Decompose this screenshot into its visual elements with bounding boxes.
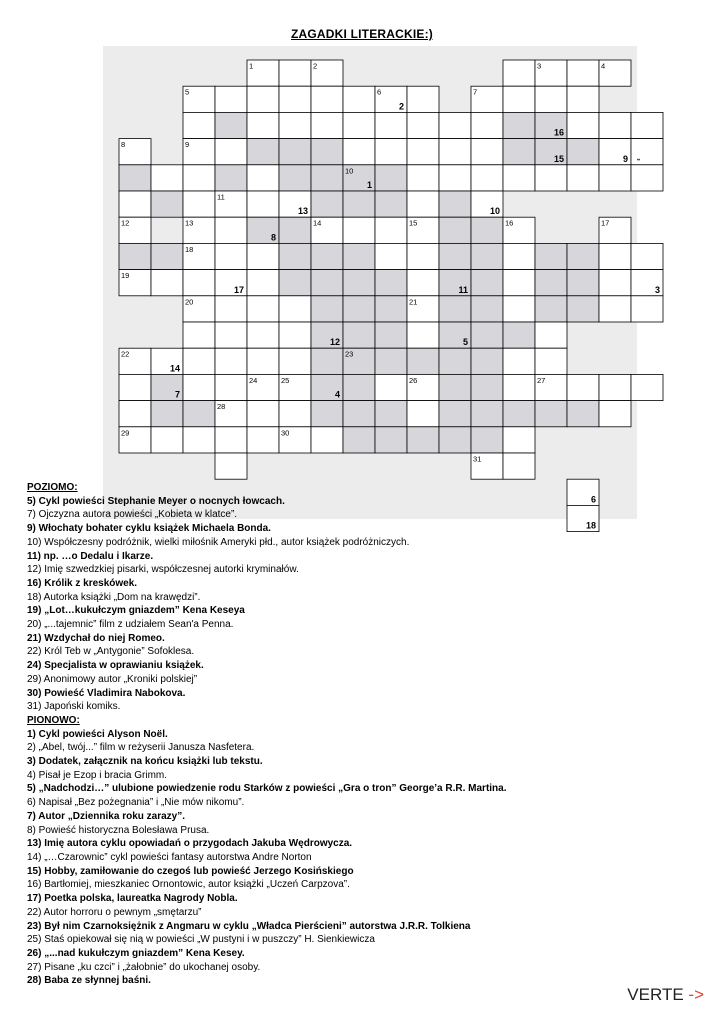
- grid-cell[interactable]: [535, 296, 567, 322]
- cell-number-label: 11: [217, 192, 225, 202]
- grid-cell[interactable]: [215, 348, 247, 374]
- solution-letter-marker: 17: [233, 284, 244, 295]
- grid-cell[interactable]: [631, 165, 663, 191]
- grid-cell[interactable]: [343, 322, 375, 348]
- grid-cell[interactable]: [375, 165, 407, 191]
- grid-cell[interactable]: [471, 217, 503, 243]
- cell-number-label: 1: [249, 61, 254, 71]
- grid-cell[interactable]: [215, 427, 247, 453]
- grid-cell[interactable]: [151, 427, 183, 453]
- crossword-svg: [103, 46, 660, 531]
- clue-horizontal-9: 20) „...tajemnic” film z udziałem Sean'a Penna.: [27, 619, 234, 631]
- clue-vertical-10: 15) Hobby, zamiłowanie do czegoś lub powieść Jerzego Kosińskiego: [27, 865, 354, 877]
- grid-cell[interactable]: [183, 191, 215, 217]
- grid-cell[interactable]: [407, 243, 439, 269]
- grid-cell[interactable]: [311, 139, 343, 165]
- grid-cell[interactable]: [407, 322, 439, 348]
- grid-cell[interactable]: [439, 401, 471, 427]
- grid-cell[interactable]: [247, 270, 279, 296]
- grid-cell[interactable]: [215, 322, 247, 348]
- grid-cell[interactable]: [439, 112, 471, 138]
- grid-cell[interactable]: [503, 86, 535, 112]
- grid-cell[interactable]: [375, 427, 407, 453]
- grid-cell[interactable]: [215, 139, 247, 165]
- clue-vertical-18: 28) Baba ze słynnej baśni.: [27, 975, 151, 987]
- grid-cell[interactable]: [407, 191, 439, 217]
- grid-cell[interactable]: [343, 191, 375, 217]
- clue-vertical-5: 6) Napisał „Bez pożegnania” i „Nie mów nikomu”.: [27, 797, 245, 809]
- grid-cell[interactable]: [119, 374, 151, 400]
- grid-cell[interactable]: [631, 112, 663, 138]
- clue-horizontal-6: 16) Królik z kreskówek.: [27, 577, 138, 589]
- cell-number-label: 27: [537, 375, 546, 385]
- grid-cell[interactable]: [567, 112, 599, 138]
- solution-letter-marker: 14: [169, 363, 180, 374]
- grid-cell[interactable]: [311, 86, 343, 112]
- clues-section: [27, 481, 707, 988]
- solution-letter-marker: 2: [398, 101, 404, 112]
- cell-number-label: 31: [473, 454, 482, 464]
- grid-cell[interactable]: [407, 86, 439, 112]
- cell-number-label: 30: [281, 428, 290, 438]
- horizontal-clue-list: [27, 495, 707, 714]
- grid-cell[interactable]: [343, 374, 375, 400]
- clue-horizontal-10: 21) Wzdychał do niej Romeo.: [27, 632, 165, 644]
- grid-cell[interactable]: [183, 427, 215, 453]
- clue-vertical-13: 22) Autor horroru o pewnym „smętarzu”: [27, 906, 202, 918]
- grid-cell[interactable]: [503, 243, 535, 269]
- cell-number-label: 7: [473, 87, 478, 97]
- grid-cell[interactable]: [503, 348, 535, 374]
- grid-cell[interactable]: [535, 401, 567, 427]
- grid-cell[interactable]: [599, 374, 631, 400]
- grid-cell[interactable]: [311, 296, 343, 322]
- clue-horizontal-0: 5) Cykl powieści Stephanie Meyer o nocnych łowcach.: [27, 495, 285, 507]
- grid-cell[interactable]: [567, 165, 599, 191]
- clue-vertical-0: 1) Cykl powieści Alyson Noël.: [27, 728, 168, 740]
- grid-cell[interactable]: [375, 139, 407, 165]
- solution-letter-marker: 13: [297, 206, 308, 217]
- cell-number-label: 21: [409, 297, 418, 307]
- clue-vertical-1: 2) „Abel, twój...” film w reżyserii Janusza Nasfetera.: [27, 742, 255, 754]
- cell-number-label: 20: [185, 297, 194, 307]
- clue-vertical-11: 16) Bartłomiej, mieszkaniec Ornontowic, autor książki „Uczeń Carpzova”.: [27, 879, 350, 891]
- grid-cell[interactable]: [279, 243, 311, 269]
- grid-cell[interactable]: [631, 374, 663, 400]
- grid-cell[interactable]: [247, 322, 279, 348]
- grid-cell[interactable]: [503, 296, 535, 322]
- clue-horizontal-8: 19) „Lot…kukułczym gniazdem” Kena Keseya: [27, 605, 245, 617]
- grid-cell[interactable]: [535, 322, 567, 348]
- grid-cell[interactable]: [599, 296, 631, 322]
- grid-cell[interactable]: [471, 374, 503, 400]
- grid-cell[interactable]: [183, 348, 215, 374]
- grid-cell[interactable]: [247, 86, 279, 112]
- grid-cell[interactable]: [247, 139, 279, 165]
- grid-cell[interactable]: [183, 401, 215, 427]
- grid-cell[interactable]: [599, 112, 631, 138]
- grid-cell[interactable]: [311, 243, 343, 269]
- grid-cell[interactable]: [279, 112, 311, 138]
- clue-horizontal-5: 12) Imię szwedzkiej pisarki, współczesnej autorki kryminałów.: [27, 564, 299, 576]
- solution-letter-marker: 8: [270, 232, 276, 243]
- verte-link[interactable]: [627, 985, 704, 1005]
- grid-cell[interactable]: [247, 112, 279, 138]
- clue-vertical-3: 4) Pisał je Ezop i bracia Grimm.: [27, 769, 168, 781]
- clue-horizontal-14: 30) Powieść Vladimira Nabokova.: [27, 687, 186, 699]
- clue-vertical-12: 17) Poetka polska, laureatka Nagrody Nobla.: [27, 893, 238, 905]
- grid-cell[interactable]: [439, 217, 471, 243]
- clue-horizontal-1: 7) Ojczyzna autora powieści „Kobieta w klatce”.: [27, 509, 238, 521]
- clue-vertical-16: 26) „...nad kukułczym gniazdem” Kena Kesey.: [27, 947, 245, 959]
- grid-cell[interactable]: [503, 165, 535, 191]
- clue-horizontal-13: 29) Anonimowy autor „Kroniki polskiej”: [27, 673, 198, 685]
- grid-cell[interactable]: [375, 217, 407, 243]
- grid-cell[interactable]: [247, 165, 279, 191]
- clue-vertical-2: 3) Dodatek, załącznik na końcu książki lub tekstu.: [27, 756, 263, 768]
- grid-cell[interactable]: [215, 374, 247, 400]
- grid-cell[interactable]: [183, 322, 215, 348]
- grid-cell[interactable]: [471, 270, 503, 296]
- solution-letter-marker: 6: [590, 494, 596, 505]
- cell-number-label: 4: [601, 61, 606, 71]
- grid-cell[interactable]: [343, 296, 375, 322]
- grid-cell[interactable]: [407, 401, 439, 427]
- grid-cell[interactable]: [407, 270, 439, 296]
- horizontal-header: POZIOMO:: [27, 482, 78, 493]
- grid-cell[interactable]: [311, 270, 343, 296]
- grid-cell[interactable]: [567, 60, 599, 86]
- grid-cell[interactable]: [535, 243, 567, 269]
- cell-number-label: 22: [121, 349, 130, 359]
- grid-cell[interactable]: [503, 60, 535, 86]
- grid-cell[interactable]: [279, 217, 311, 243]
- grid-cell[interactable]: [247, 427, 279, 453]
- grid-cell[interactable]: [567, 374, 599, 400]
- grid-cell[interactable]: [119, 191, 151, 217]
- solution-letter-marker: 10: [489, 206, 500, 217]
- cell-number-label: 19: [121, 271, 130, 281]
- grid-cell[interactable]: [311, 112, 343, 138]
- grid-cell[interactable]: [119, 243, 151, 269]
- grid-cell[interactable]: [375, 191, 407, 217]
- crossword-grid: [103, 46, 660, 531]
- grid-cell[interactable]: [567, 243, 599, 269]
- grid-cell[interactable]: [311, 348, 343, 374]
- cell-number-label: 16: [505, 218, 514, 228]
- solution-letter-marker: 16: [553, 127, 564, 138]
- grid-cell[interactable]: [471, 139, 503, 165]
- grid-cell[interactable]: [535, 270, 567, 296]
- solution-letter-marker: 4: [334, 389, 340, 400]
- grid-cell[interactable]: [279, 270, 311, 296]
- cell-number-label: 2: [313, 61, 318, 71]
- grid-cell[interactable]: [151, 191, 183, 217]
- grid-cell[interactable]: [439, 296, 471, 322]
- clue-horizontal-2: 9) Włochaty bohater cyklu książek Michaela Bonda.: [27, 523, 271, 535]
- accent-dash-mark: [637, 159, 640, 161]
- grid-cell[interactable]: [567, 86, 599, 112]
- cell-number-label: 6: [377, 87, 382, 97]
- grid-cell[interactable]: [375, 270, 407, 296]
- grid-cell[interactable]: [439, 191, 471, 217]
- grid-cell[interactable]: [151, 165, 183, 191]
- grid-cell[interactable]: [311, 191, 343, 217]
- cell-number-label: 24: [249, 375, 258, 385]
- grid-cell[interactable]: [247, 243, 279, 269]
- solution-letter-marker: 7: [174, 389, 180, 400]
- grid-cell[interactable]: [279, 139, 311, 165]
- clue-horizontal-4: 11) np. …o Dedalu i Ikarze.: [27, 550, 154, 562]
- grid-cell[interactable]: [407, 112, 439, 138]
- grid-cell[interactable]: [279, 86, 311, 112]
- grid-cell[interactable]: [247, 296, 279, 322]
- clue-horizontal-15: 31) Japoński komiks.: [27, 701, 121, 713]
- arrow-right-icon: ->: [688, 985, 704, 1004]
- grid-cell[interactable]: [343, 401, 375, 427]
- grid-cell[interactable]: [119, 165, 151, 191]
- grid-cell[interactable]: [599, 270, 631, 296]
- clue-horizontal-11: 22) Król Teb w „Antygonie” Sofoklesa.: [27, 646, 195, 658]
- grid-cell[interactable]: [215, 243, 247, 269]
- cell-number-label: 9: [185, 140, 190, 150]
- grid-cell[interactable]: [375, 296, 407, 322]
- cell-number-label: 15: [409, 218, 418, 228]
- grid-cell[interactable]: [503, 112, 535, 138]
- grid-cell[interactable]: [279, 348, 311, 374]
- clue-vertical-8: 13) Imię autora cyklu opowiadań o przygodach Jakuba Wędrowycza.: [27, 838, 353, 850]
- solution-letter-marker: 5: [462, 337, 468, 348]
- grid-cell[interactable]: [471, 165, 503, 191]
- page-title: ZAGADKI LITERACKIE:): [291, 27, 433, 41]
- cell-number-label: 25: [281, 375, 290, 385]
- grid-cell[interactable]: [439, 348, 471, 374]
- grid-cell[interactable]: [279, 296, 311, 322]
- clue-horizontal-3: 10) Współczesny podróżnik, wielki miłośnik Ameryki płd., autor książek podróżniczych.: [27, 536, 410, 548]
- grid-cell[interactable]: [439, 374, 471, 400]
- grid-cell[interactable]: [343, 217, 375, 243]
- grid-cell[interactable]: [471, 112, 503, 138]
- grid-cell[interactable]: [343, 243, 375, 269]
- cell-number-label: 14: [313, 218, 322, 228]
- grid-cell[interactable]: [375, 243, 407, 269]
- grid-cell[interactable]: [375, 348, 407, 374]
- cell-number-label: 10: [345, 166, 354, 176]
- cell-number-label: 8: [121, 140, 126, 150]
- grid-cell[interactable]: [503, 401, 535, 427]
- clue-vertical-4: 5) „Nadchodzi…” ulubione powiedzenie rodu Starków z powieści „Gra o tron” George’a R.R. Martina.: [27, 783, 507, 795]
- grid-cell[interactable]: [311, 401, 343, 427]
- clue-vertical-6: 7) Autor „Dziennika roku zarazy”.: [27, 810, 185, 822]
- grid-cell[interactable]: [343, 139, 375, 165]
- grid-cell[interactable]: [471, 322, 503, 348]
- grid-cell[interactable]: [631, 139, 663, 165]
- cell-number-label: 28: [217, 402, 226, 412]
- grid-cell[interactable]: [407, 348, 439, 374]
- clue-horizontal-12: 24) Specjalista w oprawianiu książek.: [27, 660, 204, 672]
- grid-cell[interactable]: [567, 401, 599, 427]
- grid-cell[interactable]: [247, 191, 279, 217]
- clue-vertical-15: 25) Staś opiekował się nią w powieści „W pustyni i w puszczy” H. Sienkiewicza: [27, 934, 375, 946]
- grid-cell[interactable]: [375, 401, 407, 427]
- grid-cell[interactable]: [631, 296, 663, 322]
- grid-cell[interactable]: [471, 427, 503, 453]
- grid-cell[interactable]: [407, 165, 439, 191]
- clue-vertical-17: 27) Pisane „ku czci” i „żałobnie” do ukochanej osoby.: [27, 961, 261, 973]
- solution-letter-marker: 9: [622, 153, 628, 164]
- clue-vertical-14: 23) Był nim Czarnoksiężnik z Angmaru w cyklu „Władca Pierścieni” autorstwa J.R.R. Tolkiena: [27, 920, 471, 932]
- solution-letter-marker: 3: [654, 284, 660, 295]
- grid-cell[interactable]: [183, 112, 215, 138]
- cell-number-label: 26: [409, 375, 418, 385]
- solution-letter-marker: 18: [585, 520, 596, 531]
- grid-cell[interactable]: [375, 374, 407, 400]
- grid-cell[interactable]: [375, 322, 407, 348]
- grid-cell[interactable]: [119, 401, 151, 427]
- grid-cell[interactable]: [503, 427, 535, 453]
- solution-letter-marker: 11: [458, 284, 468, 295]
- clue-vertical-9: 14) „…Czarownic” cykl powieści fantasy autorstwa Andre Norton: [27, 851, 312, 863]
- grid-cell[interactable]: [311, 165, 343, 191]
- grid-cell[interactable]: [471, 401, 503, 427]
- solution-letter-marker: 1: [366, 180, 372, 190]
- grid-cell[interactable]: [407, 139, 439, 165]
- grid-cell[interactable]: [343, 86, 375, 112]
- cell-number-label: 23: [345, 349, 354, 359]
- grid-cell[interactable]: [599, 165, 631, 191]
- solution-letter-marker: 12: [329, 337, 340, 348]
- vertical-clue-list: [27, 728, 707, 988]
- grid-cell[interactable]: [247, 348, 279, 374]
- grid-cell[interactable]: [151, 270, 183, 296]
- grid-cell[interactable]: [631, 243, 663, 269]
- grid-cell[interactable]: [567, 270, 599, 296]
- grid-cell[interactable]: [279, 60, 311, 86]
- clue-horizontal-7: 18) Autorka książki „Dom na krawędzi”.: [27, 591, 201, 603]
- grid-cell[interactable]: [215, 112, 247, 138]
- grid-cell[interactable]: [407, 427, 439, 453]
- grid-cell[interactable]: [599, 401, 631, 427]
- cell-number-label: 29: [121, 428, 130, 438]
- cell-number-label: 13: [185, 218, 194, 228]
- grid-cell[interactable]: [151, 243, 183, 269]
- grid-cell[interactable]: [343, 270, 375, 296]
- cell-number-label: 17: [601, 218, 610, 228]
- clue-vertical-7: 8) Powieść historyczna Bolesława Prusa.: [27, 824, 210, 836]
- grid-cell[interactable]: [183, 374, 215, 400]
- grid-cell[interactable]: [151, 401, 183, 427]
- grid-cell[interactable]: [279, 165, 311, 191]
- grid-cell[interactable]: [471, 348, 503, 374]
- grid-cell[interactable]: [503, 139, 535, 165]
- cell-number-label: 18: [185, 244, 194, 254]
- grid-cell[interactable]: [503, 322, 535, 348]
- grid-cell[interactable]: [535, 165, 567, 191]
- grid-cell[interactable]: [343, 112, 375, 138]
- grid-cell[interactable]: [439, 139, 471, 165]
- grid-cell[interactable]: [503, 453, 535, 479]
- grid-cell[interactable]: [215, 217, 247, 243]
- grid-cell[interactable]: [535, 348, 567, 374]
- grid-cell[interactable]: [279, 322, 311, 348]
- grid-cell[interactable]: [215, 86, 247, 112]
- grid-cell[interactable]: [471, 243, 503, 269]
- grid-cell[interactable]: [279, 401, 311, 427]
- grid-cell[interactable]: [439, 165, 471, 191]
- grid-cell[interactable]: [599, 243, 631, 269]
- grid-cell[interactable]: [503, 374, 535, 400]
- grid-cell[interactable]: [471, 296, 503, 322]
- cell-number-label: 12: [121, 218, 130, 228]
- grid-cell[interactable]: [215, 296, 247, 322]
- cell-number-label: 3: [537, 61, 542, 71]
- grid-cell[interactable]: [311, 427, 343, 453]
- grid-cell[interactable]: [215, 165, 247, 191]
- grid-cell[interactable]: [183, 165, 215, 191]
- grid-cell[interactable]: [567, 139, 599, 165]
- grid-cell[interactable]: [183, 270, 215, 296]
- grid-cell[interactable]: [215, 453, 247, 479]
- grid-cell[interactable]: [503, 270, 535, 296]
- cell-number-label: 5: [185, 87, 190, 97]
- grid-cell[interactable]: [343, 427, 375, 453]
- grid-cell[interactable]: [247, 401, 279, 427]
- grid-cell[interactable]: [535, 86, 567, 112]
- grid-cell[interactable]: [375, 112, 407, 138]
- grid-cell[interactable]: [439, 243, 471, 269]
- grid-cell[interactable]: [439, 427, 471, 453]
- verte-label: VERTE: [627, 985, 684, 1004]
- grid-cell[interactable]: [567, 296, 599, 322]
- solution-letter-marker: 15: [553, 153, 564, 164]
- vertical-header: PIONOWO:: [27, 714, 80, 726]
